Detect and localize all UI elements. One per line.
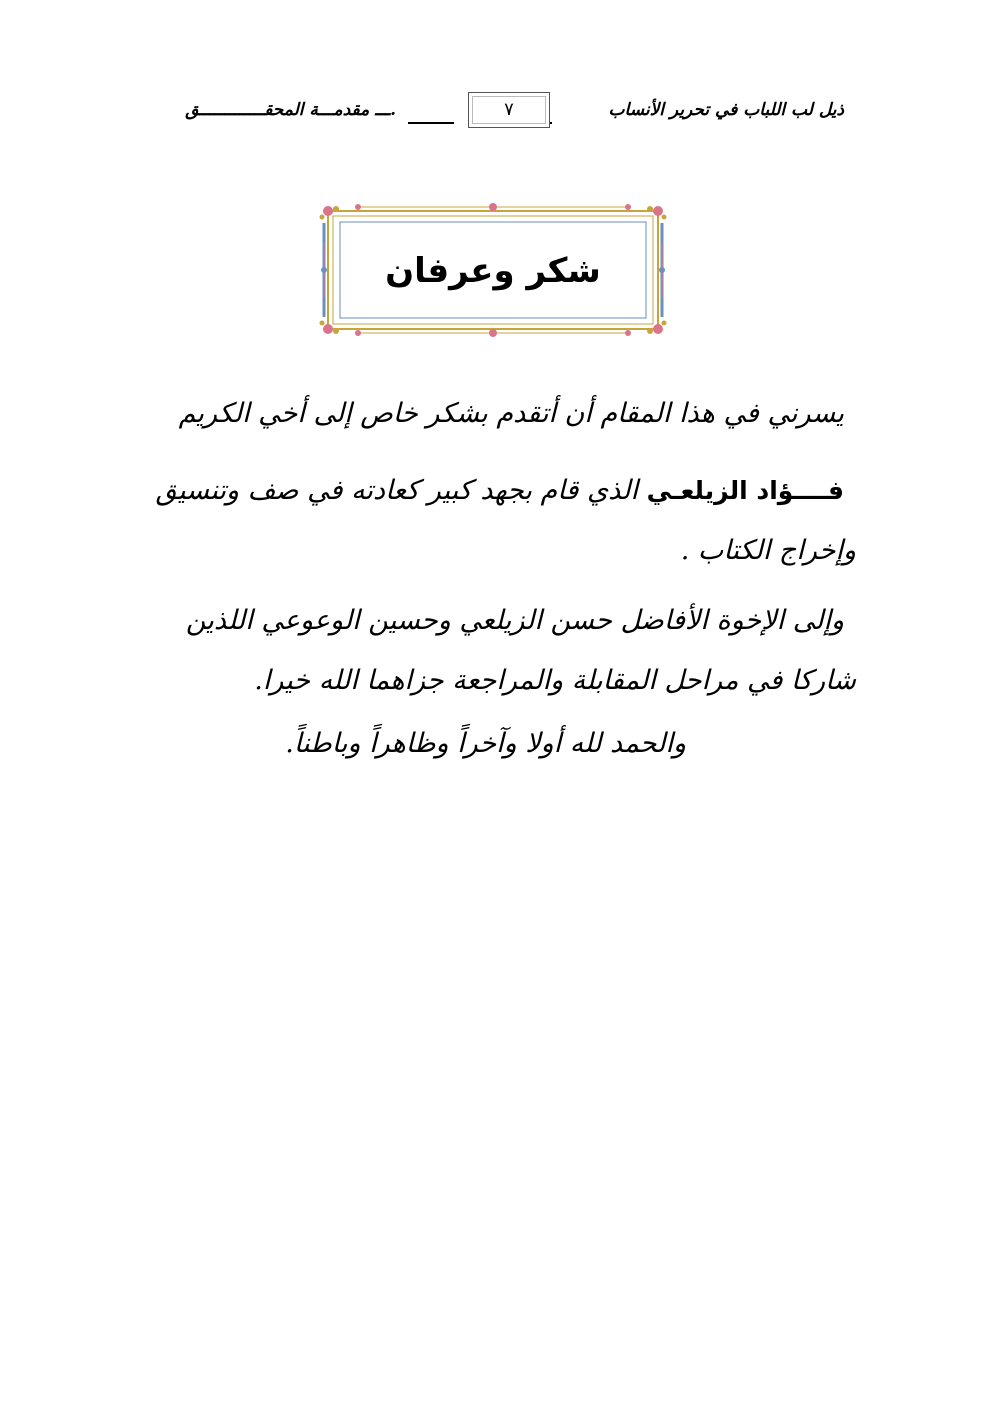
page-number: ٧ bbox=[504, 99, 514, 120]
paragraph-2-line-1: وإلى الإخوة الأفاضل حسن الزيلعي وحسين الوعوعي اللذين bbox=[185, 605, 844, 636]
closing-line: والحمد لله أولا وآخراً وظاهراً وباطناً. bbox=[285, 728, 686, 759]
paragraph-2-line-2: شاركا في مراحل المقابلة والمراجعة جزاهما الله خيرا. bbox=[254, 665, 856, 696]
paragraph-1-line-3: وإخراج الكتاب . bbox=[680, 535, 856, 566]
person-name: فــــؤاد الزيلعـي bbox=[646, 476, 844, 505]
paragraph-1-line-2 bbox=[156, 475, 844, 506]
page-title: شكر وعرفان bbox=[385, 251, 601, 291]
header-section-title: .ـــ مقدمـــة المحقـــــــــــــق bbox=[185, 100, 396, 120]
running-header bbox=[185, 92, 844, 132]
page-number-box bbox=[468, 92, 550, 128]
paragraph-1-line-2-rest: الذي قام بجهد كبير كعادته في صف وتنسيق bbox=[155, 475, 639, 506]
header-rule-middle bbox=[408, 122, 454, 124]
header-book-title: ذيل لب اللباب في تحرير الأنساب bbox=[608, 100, 844, 120]
paragraph-1-line-1: يسرني في هذا المقام أن أتقدم بشكر خاص إلى أخي الكريم bbox=[178, 398, 844, 429]
title-frame bbox=[318, 203, 668, 337]
